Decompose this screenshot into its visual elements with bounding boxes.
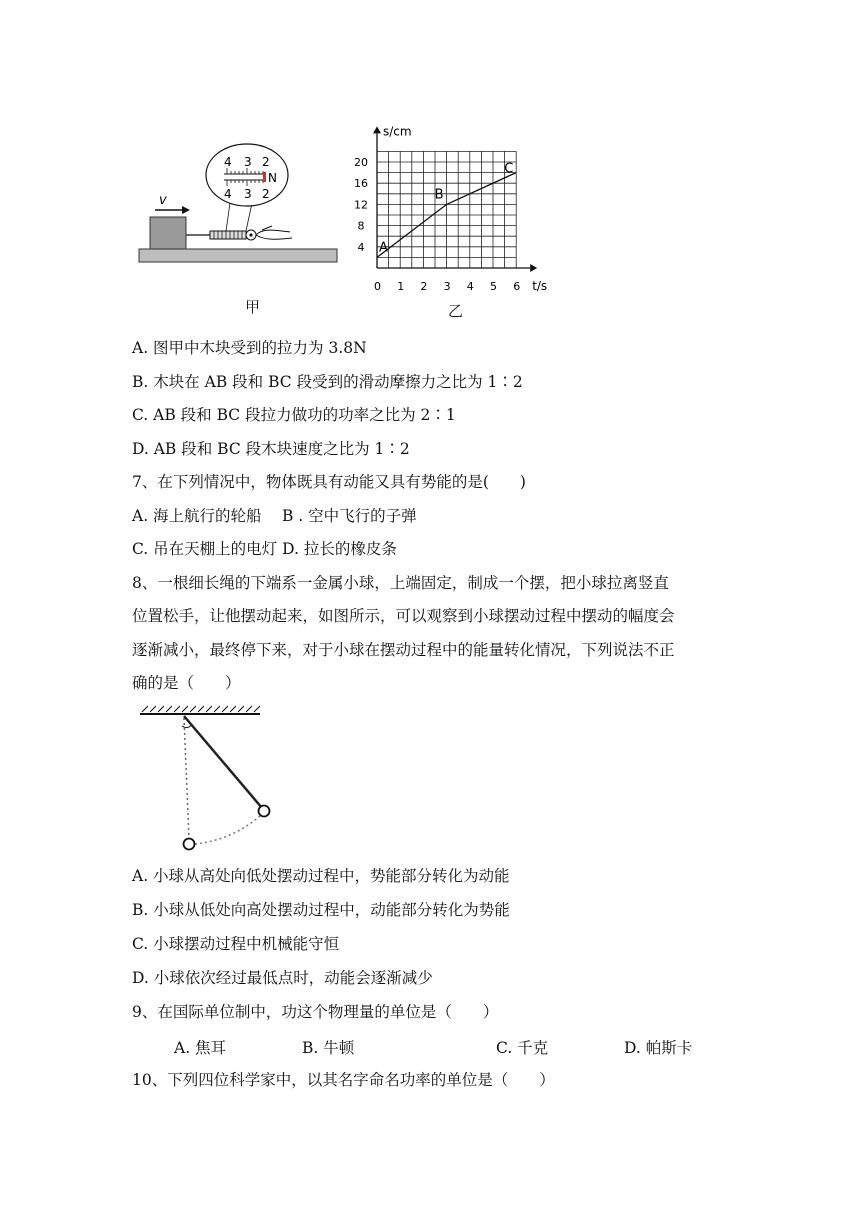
q8-option-d: D. 小球依次经过最低点时，动能会逐渐减少 (132, 969, 433, 987)
q8-stem-line4: 确的是（ ） (132, 674, 241, 692)
q7-stem: 7、在下列情况中，物体既具有动能又具有势能的是( ) (132, 473, 526, 491)
q8-stem-line2: 位置松手，让他摆动起来，如图所示，可以观察到小球摆动过程中摆动的幅度会 (132, 607, 675, 625)
scale-bottom-3: 3 (244, 187, 252, 201)
y-tick-label: 4 (357, 240, 365, 254)
q9-option-a: A. 焦耳 (174, 1039, 227, 1057)
x-tick-label: 6 (513, 280, 521, 293)
point-label: C (504, 161, 514, 177)
q6-option-c: C. AB 段和 BC 段拉力做功的功率之比为 2∶1 (132, 406, 456, 424)
figure-area (0, 0, 860, 330)
scale-top-2: 2 (262, 155, 270, 169)
scale-top-4: 4 (224, 155, 232, 169)
figure-yi-chart (0, 0, 860, 330)
y-axis-label: s/cm (383, 124, 412, 139)
q8-stem-line1: 8、一根细长绳的下端系一金属小球，上端固定，制成一个摆，把小球拉离竖直 (132, 574, 669, 592)
velocity-label: v (159, 193, 167, 208)
x-tick-label: 4 (466, 280, 474, 293)
scale-bottom-4: 4 (224, 187, 232, 201)
q9-option-c: C. 千克 (496, 1039, 549, 1057)
q9-option-b: B. 牛顿 (302, 1039, 355, 1057)
point-label: B (434, 187, 444, 203)
scale-top-3: 3 (244, 155, 252, 169)
point-label: A (379, 240, 388, 256)
q8-option-c: C. 小球摆动过程中机械能守恒 (132, 935, 340, 953)
figure-yi-label: 乙 (448, 302, 464, 320)
y-tick-label: 8 (357, 219, 365, 233)
x-tick-label: 1 (397, 280, 405, 293)
q6-option-b: B. 木块在 AB 段和 BC 段受到的滑动摩擦力之比为 1∶2 (132, 373, 523, 391)
x-tick-label: 0 (374, 280, 381, 293)
q8-option-b: B. 小球从低处向高处摆动过程中，动能部分转化为势能 (132, 901, 510, 919)
vertical-dotted-line (184, 718, 189, 838)
q8-option-a: A. 小球从高处向低处摆动过程中，势能部分转化为动能 (132, 867, 510, 885)
q6-option-a: A. 图甲中木块受到的拉力为 3.8N (132, 339, 367, 357)
ball-lowest (184, 839, 195, 850)
y-tick-label: 12 (354, 198, 368, 212)
swing-arc (195, 816, 260, 844)
q10-stem: 10、下列四位科学家中，以其名字命名功率的单位是（ ） (132, 1071, 555, 1089)
y-axis-arrow (373, 126, 381, 133)
x-tick-label: 5 (490, 280, 497, 293)
ball-raised (259, 806, 270, 817)
q9-option-d: D. 帕斯卡 (624, 1039, 693, 1057)
y-tick-label: 16 (354, 177, 368, 191)
y-tick-label: 20 (354, 156, 368, 169)
q9-stem: 9、在国际单位制中，功这个物理量的单位是（ ） (132, 1003, 499, 1021)
scale-bottom-2: 2 (262, 187, 270, 201)
x-axis-arrow (530, 264, 537, 272)
scale-unit: N (268, 171, 277, 185)
q8-stem-line3: 逐渐减小，最终停下来，对于小球在摆动过程中的能量转化情况，下列说法不正 (132, 641, 675, 659)
q7-options-line1: A. 海上航行的轮船 B . 空中飞行的子弹 (132, 507, 417, 525)
ceiling-hatch (142, 706, 260, 712)
x-tick-label: 3 (443, 280, 451, 293)
pendulum-rope (184, 716, 262, 808)
figure-jia-label: 甲 (245, 298, 261, 316)
q7-options-line2: C. 吊在天棚上的电灯 D. 拉长的橡皮条 (132, 540, 397, 558)
pendulum-figure (132, 700, 292, 860)
x-tick-label: 2 (420, 280, 428, 293)
q6-option-d: D. AB 段和 BC 段木块速度之比为 1∶2 (132, 440, 410, 458)
x-axis-label: t/s (532, 279, 548, 293)
